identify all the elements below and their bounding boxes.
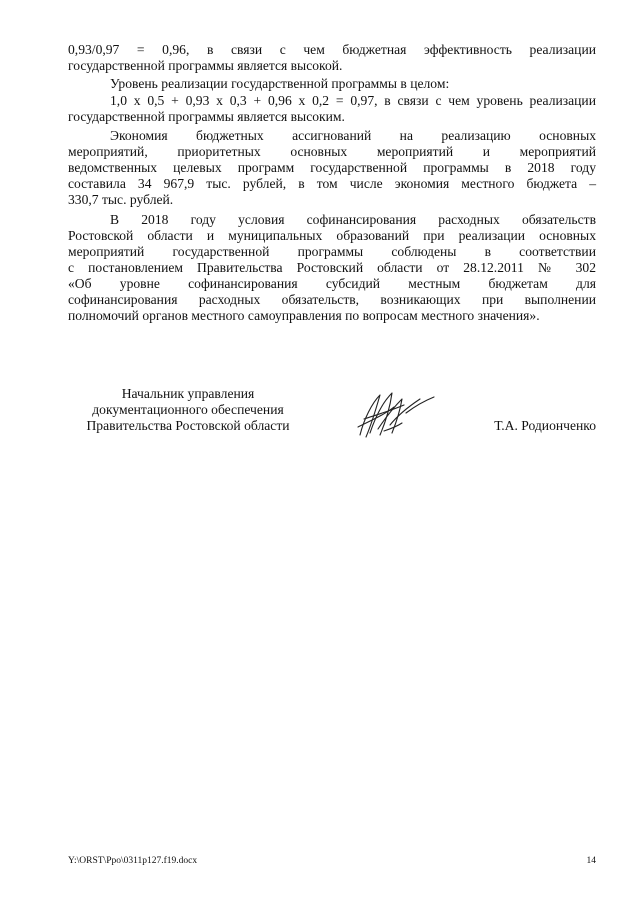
body-line: составила 34 967,9 тыс. рублей, в том числе экономия местного бюджета –: [68, 176, 596, 191]
body-line: Уровень реализации государственной программы в целом:: [110, 76, 450, 91]
body-line: мероприятий государственной программы соблюдены в соответствии: [68, 244, 596, 259]
body-line: с постановлением Правительства Ростовский области от 28.12.2011 № 302: [68, 260, 596, 275]
body-line: ведомственных целевых программ государственной программы в 2018 году: [68, 160, 596, 175]
body-line: мероприятий, приоритетных основных мероприятий и мероприятий: [68, 144, 596, 159]
signatory-title-line: Начальник управления: [121, 386, 255, 401]
body-line: 330,7 тыс. рублей.: [68, 192, 174, 207]
footer-file-path: Y:\ORST\Ppo\0311p127.f19.docx: [68, 856, 198, 866]
signatory-title-line: документационного обеспечения: [92, 402, 284, 417]
signatory-name: Т.А. Родионченко: [494, 418, 596, 433]
signatory-title-line: Правительства Ростовской области: [86, 418, 290, 433]
page-number: 14: [586, 856, 596, 866]
body-line: «Об уровне софинансирования субсидий местным бюджетам для: [68, 276, 596, 291]
body-line: полномочий органов местного самоуправления по вопросам местного значения».: [68, 308, 540, 323]
body-line: софинансирования расходных обязательств, возникающих при выполнении: [68, 292, 596, 307]
body-line: Ростовской области и муниципальных образований при реализации основных: [68, 228, 596, 243]
body-line: 0,93/0,97 = 0,96, в связи с чем бюджетная эффективность реализации: [68, 42, 596, 57]
body-line: В 2018 году условия софинансирования расходных обязательств: [110, 212, 596, 227]
body-line: Экономия бюджетных ассигнований на реализацию основных: [110, 128, 596, 143]
body-line: государственной программы является высокой.: [68, 58, 343, 73]
body-line: государственной программы является высоким.: [68, 109, 345, 124]
handwritten-signature: [350, 385, 440, 443]
body-line: 1,0 х 0,5 + 0,93 х 0,3 + 0,96 х 0,2 = 0,97, в связи с чем уровень реализации: [110, 93, 596, 108]
